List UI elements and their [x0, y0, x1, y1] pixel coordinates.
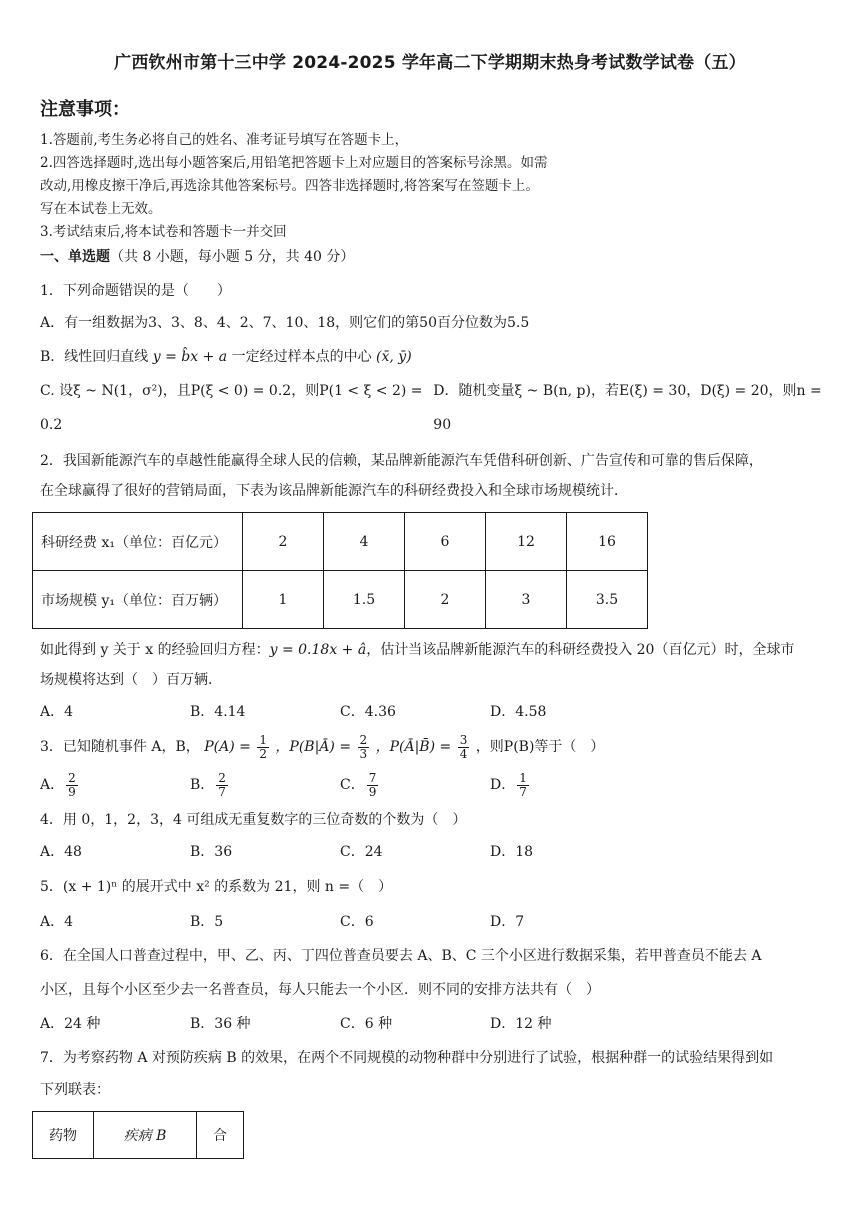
table-cell: 3.5	[567, 571, 648, 629]
denominator: 4	[459, 746, 468, 761]
option-d: D．7	[490, 914, 525, 930]
table-cell: 2	[243, 513, 324, 571]
question-5-options	[40, 905, 828, 939]
notice-line: 2.四答选择题时,选出每小题答案后,用铅笔把答题卡上对应题目的答案标号涂黑。如需	[40, 155, 548, 171]
option-a: A．24 种	[40, 1016, 101, 1032]
option-c	[340, 765, 490, 805]
question-1-option-c: C. 设ξ ~ N(1，σ²)，且P(ξ < 0) = 0.2，则P(1 < ξ < 2) = 0.2	[40, 383, 423, 433]
notice-line: 写在本试卷上无效。	[40, 201, 162, 217]
option-c: C．6	[340, 914, 374, 930]
table-cell: 6	[405, 513, 486, 571]
question-6-stem-line2: 小区，且每个小区至少去一名普查员，每人只能去一个小区．则不同的安排方法共有（ ）	[40, 982, 600, 998]
question-2-options	[40, 695, 828, 729]
option-a: A．48	[40, 844, 82, 860]
question-2-after-line2: 场规模将达到（ ）百万辆．	[40, 672, 222, 688]
table-header-cell: 合	[197, 1112, 244, 1159]
option-a: A．4	[40, 704, 74, 720]
exam-title: 广西钦州市第十三中学 2024-2025 学年高二下学期期末热身考试数学试卷（五）	[114, 53, 746, 73]
option-c: C．24	[340, 844, 383, 860]
sample-center: (x̄, ȳ)	[376, 349, 412, 365]
exam-page	[32, 48, 828, 1159]
option-c: C．4.36	[340, 704, 396, 720]
fraction	[358, 734, 370, 761]
table-header-cell: 药物	[33, 1112, 94, 1159]
option-c: C．6 种	[340, 1016, 393, 1032]
table-row	[33, 1112, 244, 1159]
option-b	[190, 765, 340, 805]
table-cell: 3	[486, 571, 567, 629]
option-d	[490, 765, 640, 805]
contingency-table	[32, 1111, 244, 1159]
notice-line: 3.考试结束后,将本试卷和答题卡一并交回	[40, 224, 287, 240]
option-label: C．	[340, 777, 365, 793]
question-2-after-line1	[40, 635, 828, 665]
numerator: 7	[368, 770, 377, 785]
option-d: D．4.58	[490, 704, 547, 720]
fraction	[66, 772, 78, 799]
question-1-option-a: A．有一组数据为3、3、8、4、2、7、10、18，则它们的第50百分位数为5.5	[40, 315, 530, 331]
question-6-options	[40, 1007, 828, 1041]
table-row	[33, 571, 648, 629]
fraction	[458, 734, 470, 761]
question-4-options	[40, 835, 828, 869]
option-b: B．4.14	[190, 704, 246, 720]
option-b-pre: B．线性回归直线	[40, 349, 149, 365]
question-3-options	[40, 765, 828, 805]
table-header-cell: 疾病 B	[94, 1112, 197, 1159]
question-2-stem-line2: 在全球赢得了很好的营销局面，下表为该品牌新能源汽车的科研经费投入和全球市场规模统计．	[40, 483, 628, 499]
question-1-options-cd	[40, 374, 828, 442]
denominator: 7	[519, 784, 527, 799]
option-label: D．	[490, 777, 516, 793]
numerator: 2	[359, 732, 368, 747]
q3-post: ，则P(B)等于（ ）	[475, 739, 605, 755]
option-b: B．36 种	[190, 1016, 251, 1032]
option-a	[40, 765, 190, 805]
table-row	[33, 513, 648, 571]
notice-line: 1.答题前,考生务必将自己的姓名、准考证号填写在答题卡上，	[40, 132, 409, 148]
question-4-stem: 4．用 0，1，2，3，4 可组成无重复数字的三位奇数的个数为（ ）	[40, 812, 467, 828]
option-d: D．18	[490, 844, 534, 860]
row-label-research: 科研经费 x₁（单位：百亿元）	[33, 513, 243, 571]
question-7-stem-line1: 7．为考察药物 A 对预防疾病 B 的效果，在两个不同规模的动物种群中分别进行了试验，根据种群一的试验结果得到如	[40, 1050, 774, 1066]
numerator: 1	[519, 770, 527, 785]
q3-pc: ，P(Ā|B̄) =	[375, 739, 452, 755]
numerator: 3	[459, 732, 468, 747]
denominator: 7	[218, 784, 226, 799]
question-2-stem-line1: 2．我国新能源汽车的卓越性能赢得全球人民的信赖，某品牌新能源汽车凭借科研创新、广告宣传和可靠的售后保障，	[40, 453, 763, 469]
option-a: A．4	[40, 914, 74, 930]
notice-line: 改动,用橡皮擦干净后,再选涂其他答案标号。四答非选择题时,将答案写在签题卡上。	[40, 178, 539, 194]
row-label-market: 市场规模 y₁（单位：百万辆）	[33, 571, 243, 629]
fraction	[517, 772, 529, 799]
question-5-stem: 5．(x + 1)ⁿ 的展开式中 x² 的系数为 21，则 n =（ ）	[40, 879, 393, 895]
option-label: B．	[190, 777, 215, 793]
section-heading	[40, 246, 828, 268]
option-label: A．	[40, 777, 65, 793]
q3-pb: ，P(B|Ā) =	[275, 739, 352, 755]
fraction	[257, 734, 269, 761]
q3-pre: 3．已知随机事件 A，B，	[40, 739, 200, 755]
numerator: 1	[259, 732, 267, 747]
q3-pa: P(A) =	[204, 739, 251, 755]
fraction	[216, 772, 228, 799]
regression-equation-2: y = 0.18x + â	[269, 642, 367, 658]
table-cell: 4	[324, 513, 405, 571]
table-cell: 1.5	[324, 571, 405, 629]
fraction	[367, 772, 379, 799]
research-market-table	[32, 512, 648, 629]
question-1-stem: 1．下列命题错误的是（ ）	[40, 283, 231, 299]
table-cell: 16	[567, 513, 648, 571]
denominator: 3	[359, 746, 368, 761]
table-cell: 2	[405, 571, 486, 629]
notice-block	[32, 129, 828, 244]
question-3-stem	[40, 729, 828, 765]
table-cell: 12	[486, 513, 567, 571]
question-1-option-d: D．随机变量ξ ~ B(n, p)，若E(ξ) = 30，D(ξ) = 20，则n = 90	[433, 383, 822, 433]
option-b: B．5	[190, 914, 224, 930]
option-b: B．36	[190, 844, 233, 860]
question-7-stem-line2: 下列联表：	[40, 1082, 110, 1098]
regression-equation: y = b̂x + a	[152, 349, 228, 365]
table-cell: 1	[243, 571, 324, 629]
after-pre: 如此得到 y 关于 x 的经验回归方程：	[40, 642, 270, 658]
denominator: 2	[259, 746, 267, 761]
section-label: 一、单选题	[40, 249, 110, 265]
denominator: 9	[68, 784, 76, 799]
numerator: 2	[68, 770, 76, 785]
notice-heading: 注意事项：	[40, 99, 130, 120]
numerator: 2	[218, 770, 226, 785]
option-b-post: 一定经过样本点的中心	[231, 349, 372, 365]
question-6-stem-line1: 6．在全国人口普查过程中，甲、乙、丙、丁四位普查员要去 A、B、C 三个小区进行数据采集，若甲普查员不能去 A	[40, 948, 762, 964]
option-d: D．12 种	[490, 1016, 552, 1032]
after-post: ，估计当该品牌新能源汽车的科研经费投入 20（百亿元）时，全球市	[366, 642, 795, 658]
question-1-option-b	[40, 340, 828, 374]
denominator: 9	[368, 784, 377, 799]
section-info: （共 8 小题，每小题 5 分，共 40 分）	[110, 249, 355, 265]
